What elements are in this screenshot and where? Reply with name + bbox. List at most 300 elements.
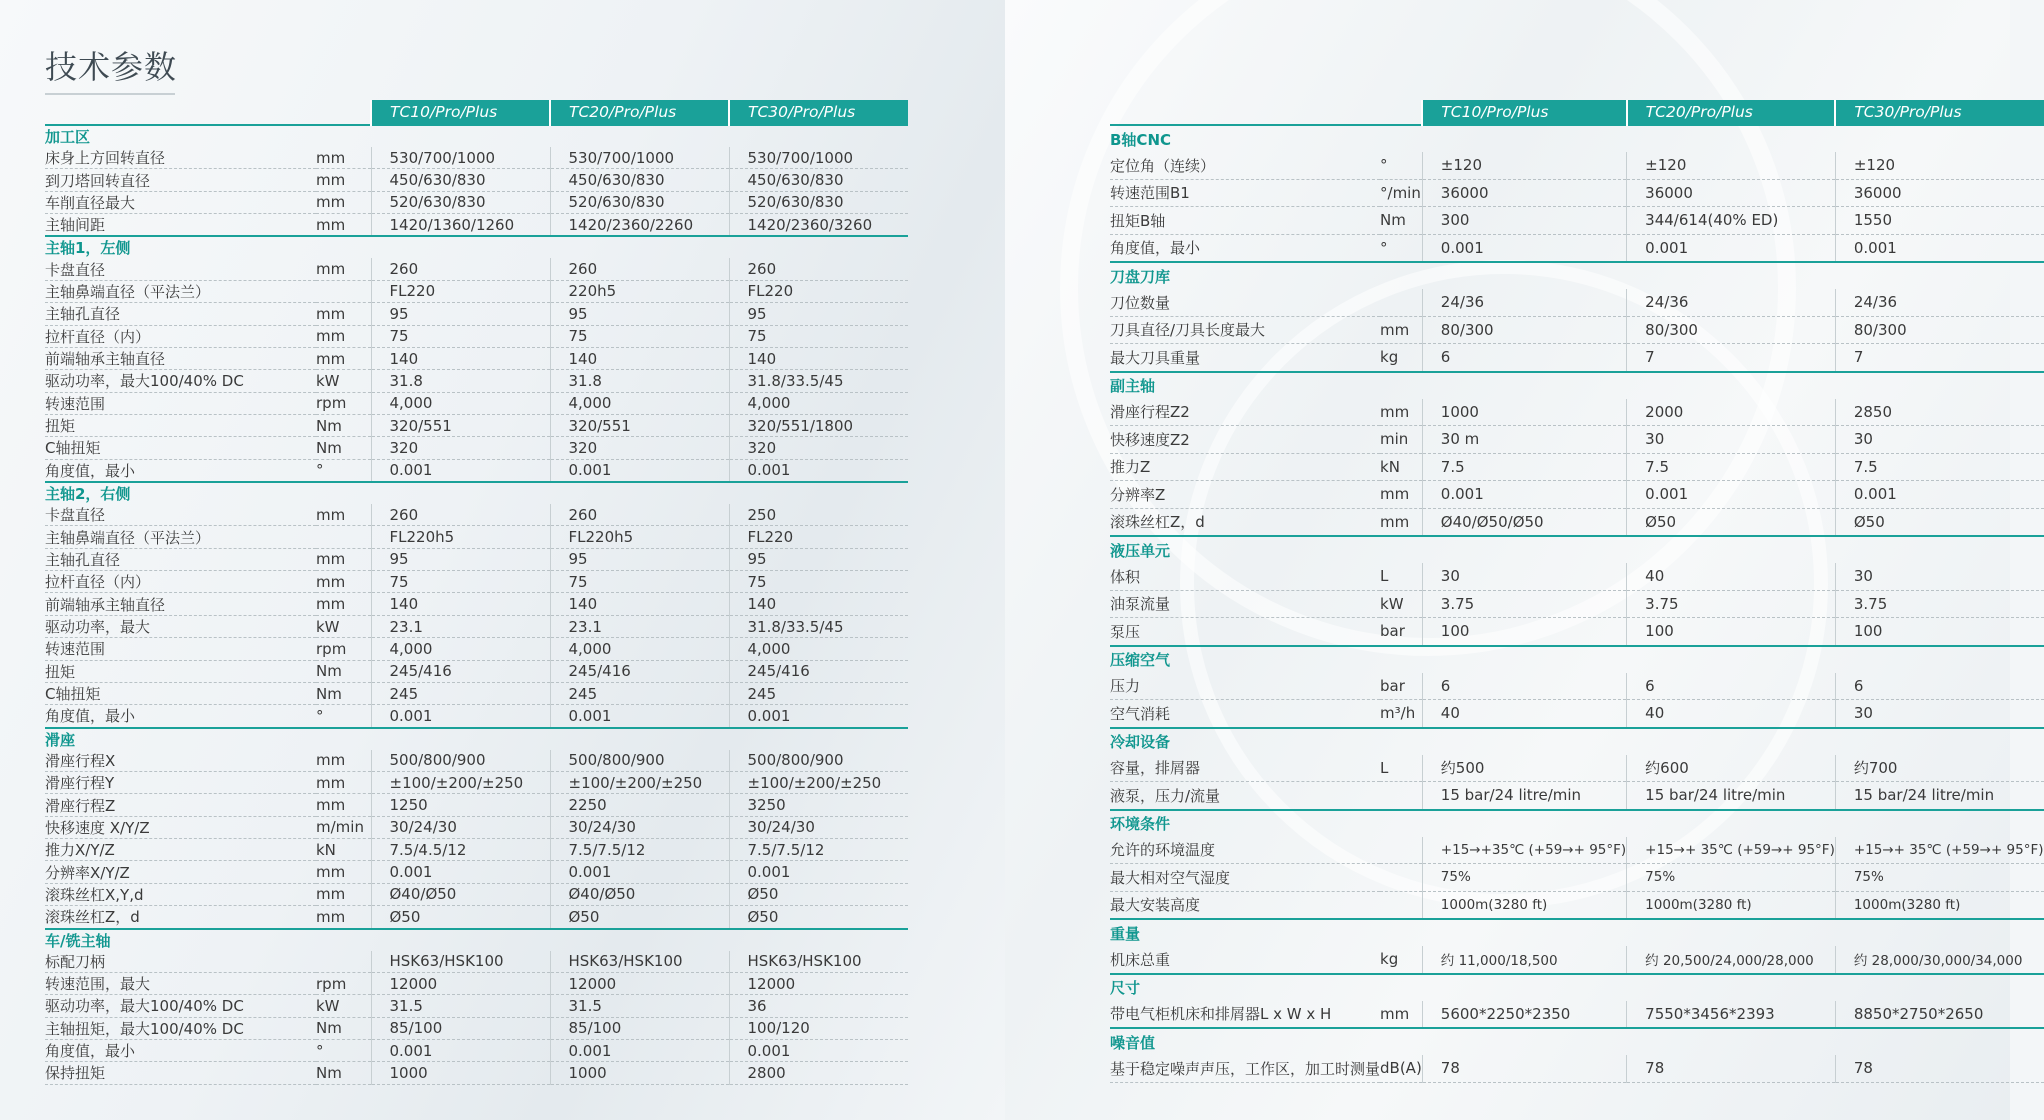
param-unit: mm [316, 504, 371, 526]
value-cell: 100 [1627, 618, 1836, 646]
param-unit: Nm [316, 682, 371, 704]
value-cell: 75 [729, 325, 908, 347]
value-cell: 78 [1835, 1055, 2043, 1082]
value-cell: FL220 [729, 526, 908, 548]
param-label: 转速范围 [45, 638, 316, 660]
section-header-row [1110, 372, 2044, 399]
param-unit: mm [1380, 508, 1422, 536]
table-row [45, 638, 908, 660]
param-unit [1380, 782, 1422, 810]
param-unit [1380, 837, 1422, 864]
table-row [45, 682, 908, 704]
value-cell: Ø40/Ø50 [550, 883, 729, 905]
param-unit: °/min [1380, 179, 1422, 207]
table-row [1110, 837, 2044, 864]
model-header: TC20/Pro/Plus [550, 100, 729, 125]
model-header: TC10/Pro/Plus [1422, 100, 1626, 125]
table-row [45, 370, 908, 392]
table-row [45, 1039, 908, 1061]
value-cell: 140 [371, 593, 550, 615]
value-cell: 0.001 [1835, 481, 2043, 509]
value-cell: 30 m [1422, 426, 1626, 454]
value-cell: 1550 [1835, 207, 2043, 235]
value-cell: 95 [371, 548, 550, 570]
value-cell: 75% [1422, 864, 1626, 892]
param-unit: Nm [316, 437, 371, 459]
table-row [45, 571, 908, 593]
param-unit: kN [316, 839, 371, 861]
value-cell: 40 [1627, 563, 1836, 590]
value-cell: 450/630/830 [550, 169, 729, 191]
table-row [45, 214, 908, 237]
value-cell: ±100/±200/±250 [550, 771, 729, 793]
value-cell: 31.5 [371, 995, 550, 1017]
table-row [45, 705, 908, 728]
param-unit: kW [316, 370, 371, 392]
value-cell: +15→+ 35℃ (+59→+ 95°F) [1627, 837, 1836, 864]
value-cell: 7 [1835, 344, 2043, 372]
value-cell: 260 [729, 258, 908, 280]
param-label: 主轴间距 [45, 214, 316, 237]
model-header: TC30/Pro/Plus [1835, 100, 2043, 125]
value-cell: 0.001 [1627, 234, 1836, 262]
table-row [45, 1062, 908, 1084]
table-row [45, 1017, 908, 1039]
param-unit: mm [316, 347, 371, 369]
section-title: 冷却设备 [1110, 728, 2044, 755]
value-cell: FL220h5 [371, 526, 550, 548]
table-row [1110, 207, 2044, 235]
value-cell: 530/700/1000 [371, 147, 550, 169]
param-unit: mm [316, 191, 371, 213]
value-cell: FL220 [371, 280, 550, 302]
value-cell: 0.001 [729, 861, 908, 883]
value-cell: 7.5/4.5/12 [371, 839, 550, 861]
value-cell: Ø40/Ø50/Ø50 [1422, 508, 1626, 536]
header-blank [45, 100, 316, 125]
table-row [45, 504, 908, 526]
section-header-row [45, 482, 908, 504]
section-header-row [1110, 536, 2044, 563]
value-cell: 520/630/830 [371, 191, 550, 213]
param-label: 转速范围，最大 [45, 972, 316, 994]
value-cell: 520/630/830 [729, 191, 908, 213]
section-header-row [1110, 125, 2044, 152]
value-cell: Ø50 [1835, 508, 2043, 536]
param-label: 驱动功率，最大100/40% DC [45, 370, 316, 392]
value-cell: 1000 [371, 1062, 550, 1084]
param-unit: L [1380, 563, 1422, 590]
param-label: 驱动功率，最大100/40% DC [45, 995, 316, 1017]
param-unit: rpm [316, 638, 371, 660]
value-cell: 500/800/900 [550, 750, 729, 772]
value-cell: 320/551 [550, 414, 729, 436]
value-cell: 36000 [1422, 179, 1626, 207]
value-cell: 0.001 [371, 459, 550, 482]
value-cell: 100/120 [729, 1017, 908, 1039]
value-cell: 1420/1360/1260 [371, 214, 550, 237]
table-row [45, 995, 908, 1017]
param-label: 主轴扭矩，最大100/40% DC [45, 1017, 316, 1039]
value-cell: 约 28,000/30,000/34,000 [1835, 946, 2043, 974]
section-header-row [1110, 728, 2044, 755]
value-cell: FL220 [729, 280, 908, 302]
value-cell: 95 [550, 548, 729, 570]
param-unit: mm [1380, 1001, 1422, 1029]
value-cell: 3.75 [1627, 590, 1836, 618]
param-unit: kW [316, 995, 371, 1017]
param-label: 滑座行程Z2 [1110, 399, 1380, 426]
value-cell: 80/300 [1422, 316, 1626, 344]
value-cell: 15 bar/24 litre/min [1422, 782, 1626, 810]
value-cell: 6 [1627, 673, 1836, 700]
model-header-row [45, 100, 908, 125]
table-row [1110, 782, 2044, 810]
param-label: 刀具直径/刀具长度最大 [1110, 316, 1380, 344]
param-label: 刀位数量 [1110, 289, 1380, 316]
value-cell: 24/36 [1422, 289, 1626, 316]
value-cell: Ø50 [371, 906, 550, 929]
param-label: 快移速度Z2 [1110, 426, 1380, 454]
value-cell: 260 [371, 258, 550, 280]
param-unit: kg [1380, 946, 1422, 974]
value-cell: 31.8 [550, 370, 729, 392]
param-label: 滚珠丝杠Z，d [45, 906, 316, 929]
value-cell: 245 [371, 682, 550, 704]
value-cell: 31.8 [371, 370, 550, 392]
param-unit [1380, 891, 1422, 919]
param-label: 到刀塔回转直径 [45, 169, 316, 191]
param-label: 分辨率X/Y/Z [45, 861, 316, 883]
section-title: 车/铣主轴 [45, 929, 908, 951]
value-cell: 31.8/33.5/45 [729, 370, 908, 392]
value-cell: 4,000 [371, 392, 550, 414]
header-blank [1110, 100, 1380, 125]
param-unit: mm [316, 593, 371, 615]
value-cell: 24/36 [1835, 289, 2043, 316]
table-row [1110, 481, 2044, 509]
param-unit: mm [1380, 316, 1422, 344]
param-unit: mm [316, 548, 371, 570]
param-label: 最大相对空气湿度 [1110, 864, 1380, 892]
param-label: 推力Z [1110, 453, 1380, 481]
value-cell: 1000m(3280 ft) [1422, 891, 1626, 919]
value-cell: 30 [1835, 426, 2043, 454]
value-cell: 7550*3456*2393 [1627, 1001, 1836, 1029]
value-cell: 3.75 [1835, 590, 2043, 618]
title-underline [45, 93, 175, 95]
value-cell: 140 [550, 347, 729, 369]
value-cell: 300 [1422, 207, 1626, 235]
param-label: 滑座行程Z [45, 794, 316, 816]
model-header: TC10/Pro/Plus [371, 100, 550, 125]
table-row [45, 347, 908, 369]
table-row [1110, 344, 2044, 372]
value-cell: 100 [1422, 618, 1626, 646]
value-cell: 0.001 [729, 705, 908, 728]
param-unit: mm [316, 147, 371, 169]
value-cell: 15 bar/24 litre/min [1627, 782, 1836, 810]
value-cell: 530/700/1000 [550, 147, 729, 169]
value-cell: 6 [1422, 673, 1626, 700]
table-row [45, 392, 908, 414]
value-cell: 30/24/30 [371, 816, 550, 838]
table-row [1110, 563, 2044, 590]
param-label: 容量，排屑器 [1110, 755, 1380, 782]
section-title: 环境条件 [1110, 810, 2044, 837]
param-unit: Nm [316, 1017, 371, 1039]
value-cell: 23.1 [550, 615, 729, 637]
param-unit: kg [1380, 344, 1422, 372]
value-cell: Ø50 [1627, 508, 1836, 536]
value-cell: 140 [371, 347, 550, 369]
section-header-row [45, 728, 908, 750]
value-cell: 500/800/900 [371, 750, 550, 772]
section-title: 加工区 [45, 125, 908, 147]
value-cell: 30 [1422, 563, 1626, 590]
value-cell: 36000 [1835, 179, 2043, 207]
param-label: 转速范围 [45, 392, 316, 414]
param-label: 空气消耗 [1110, 700, 1380, 728]
table-row [1110, 1001, 2044, 1029]
table-row [1110, 590, 2044, 618]
table-row [45, 280, 908, 302]
value-cell: 75% [1627, 864, 1836, 892]
param-unit: ° [1380, 234, 1422, 262]
param-label: 前端轴承主轴直径 [45, 347, 316, 369]
value-cell: 95 [550, 303, 729, 325]
value-cell: Ø50 [550, 906, 729, 929]
value-cell: 0.001 [1422, 234, 1626, 262]
value-cell: 7.5 [1835, 453, 2043, 481]
table-row [1110, 152, 2044, 179]
value-cell: ±120 [1422, 152, 1626, 179]
value-cell: 245/416 [371, 660, 550, 682]
table-row [45, 548, 908, 570]
value-cell: 75% [1835, 864, 2043, 892]
param-label: C轴扭矩 [45, 682, 316, 704]
param-unit [316, 526, 371, 548]
value-cell: ±100/±200/±250 [371, 771, 550, 793]
param-unit: mm [316, 906, 371, 929]
section-title: 滑座 [45, 728, 908, 750]
param-unit: mm [316, 214, 371, 237]
value-cell: 4,000 [550, 638, 729, 660]
table-row [45, 750, 908, 772]
value-cell: 500/800/900 [729, 750, 908, 772]
value-cell: 320 [729, 437, 908, 459]
param-unit: mm [1380, 481, 1422, 509]
value-cell: 0.001 [550, 705, 729, 728]
table-row [1110, 891, 2044, 919]
value-cell: 30/24/30 [550, 816, 729, 838]
param-label: C轴扭矩 [45, 437, 316, 459]
value-cell: Ø40/Ø50 [371, 883, 550, 905]
table-row [45, 258, 908, 280]
value-cell: 5600*2250*2350 [1422, 1001, 1626, 1029]
value-cell: FL220h5 [550, 526, 729, 548]
value-cell: 6 [1422, 344, 1626, 372]
table-row [45, 526, 908, 548]
value-cell: 15 bar/24 litre/min [1835, 782, 2043, 810]
value-cell: 7.5/7.5/12 [550, 839, 729, 861]
section-title: 液压单元 [1110, 536, 2044, 563]
section-header-row [45, 236, 908, 258]
value-cell: 0.001 [371, 861, 550, 883]
param-label: 带电气柜机床和排屑器L x W x H [1110, 1001, 1380, 1029]
param-label: 滚珠丝杠Z，d [1110, 508, 1380, 536]
param-label: 最大安装高度 [1110, 891, 1380, 919]
value-cell: 30 [1835, 700, 2043, 728]
param-label: 卡盘直径 [45, 504, 316, 526]
table-row [1110, 453, 2044, 481]
value-cell: 85/100 [550, 1017, 729, 1039]
value-cell: HSK63/HSK100 [550, 951, 729, 973]
param-unit: Nm [316, 660, 371, 682]
table-row [1110, 179, 2044, 207]
param-label: 扭矩 [45, 660, 316, 682]
param-label: 快移速度 X/Y/Z [45, 816, 316, 838]
value-cell: 40 [1422, 700, 1626, 728]
value-cell: 1000 [1422, 399, 1626, 426]
value-cell: 6 [1835, 673, 2043, 700]
param-label: 压力 [1110, 673, 1380, 700]
value-cell: 2000 [1627, 399, 1836, 426]
value-cell: 140 [550, 593, 729, 615]
value-cell: 3.75 [1422, 590, 1626, 618]
param-label: 体积 [1110, 563, 1380, 590]
param-label: 滑座行程X [45, 750, 316, 772]
param-label: 保持扭矩 [45, 1062, 316, 1084]
param-label: 拉杆直径（内） [45, 571, 316, 593]
value-cell: ±120 [1835, 152, 2043, 179]
param-label: 主轴鼻端直径（平法兰） [45, 280, 316, 302]
param-label: 主轴孔直径 [45, 303, 316, 325]
param-label: 主轴鼻端直径（平法兰） [45, 526, 316, 548]
table-row [45, 615, 908, 637]
param-unit: mm [316, 325, 371, 347]
section-header-row [1110, 810, 2044, 837]
value-cell: 约600 [1627, 755, 1836, 782]
value-cell: 30/24/30 [729, 816, 908, 838]
value-cell: 0.001 [550, 459, 729, 482]
section-title: B轴CNC [1110, 125, 2044, 152]
param-label: 前端轴承主轴直径 [45, 593, 316, 615]
param-unit: min [1380, 426, 1422, 454]
param-unit: rpm [316, 972, 371, 994]
value-cell: 260 [550, 504, 729, 526]
value-cell: 75 [371, 325, 550, 347]
value-cell: ±100/±200/±250 [729, 771, 908, 793]
param-label: 最大刀具重量 [1110, 344, 1380, 372]
value-cell: 7.5 [1627, 453, 1836, 481]
value-cell: 245 [550, 682, 729, 704]
table-row [1110, 1055, 2044, 1082]
spec-table-left [45, 100, 908, 1085]
param-unit: ° [316, 459, 371, 482]
value-cell: 7 [1627, 344, 1836, 372]
value-cell: 0.001 [371, 705, 550, 728]
param-unit: Nm [1380, 207, 1422, 235]
value-cell: 36000 [1627, 179, 1836, 207]
section-title: 主轴2，右侧 [45, 482, 908, 504]
value-cell: 31.8/33.5/45 [729, 615, 908, 637]
value-cell: 80/300 [1627, 316, 1836, 344]
value-cell: 100 [1835, 618, 2043, 646]
section-title: 主轴1，左侧 [45, 236, 908, 258]
value-cell: 3250 [729, 794, 908, 816]
param-unit: m/min [316, 816, 371, 838]
value-cell: 75 [550, 571, 729, 593]
table-row [1110, 289, 2044, 316]
table-row [1110, 946, 2044, 974]
table-row [45, 593, 908, 615]
param-label: 定位角（连续） [1110, 152, 1380, 179]
value-cell: 0.001 [1835, 234, 2043, 262]
table-row [45, 906, 908, 929]
value-cell: 0.001 [1422, 481, 1626, 509]
param-label: 卡盘直径 [45, 258, 316, 280]
value-cell: 4,000 [550, 392, 729, 414]
value-cell: 约500 [1422, 755, 1626, 782]
value-cell: 8850*2750*2650 [1835, 1001, 2043, 1029]
table-row [45, 147, 908, 169]
param-unit: bar [1380, 618, 1422, 646]
table-row [1110, 755, 2044, 782]
param-label: 滚珠丝杠X,Y,d [45, 883, 316, 905]
value-cell: 约 11,000/18,500 [1422, 946, 1626, 974]
value-cell: 30 [1627, 426, 1836, 454]
param-label: 泵压 [1110, 618, 1380, 646]
table-row [45, 883, 908, 905]
param-unit: mm [316, 303, 371, 325]
value-cell: 1250 [371, 794, 550, 816]
value-cell: 0.001 [1627, 481, 1836, 509]
section-header-row [1110, 1028, 2044, 1055]
param-unit: rpm [316, 392, 371, 414]
table-row [1110, 234, 2044, 262]
param-label: 车削直径最大 [45, 191, 316, 213]
value-cell: 220h5 [550, 280, 729, 302]
param-label: 推力X/Y/Z [45, 839, 316, 861]
value-cell: ±120 [1627, 152, 1836, 179]
value-cell: 0.001 [729, 1039, 908, 1061]
param-label: 标配刀柄 [45, 951, 316, 973]
value-cell: 40 [1627, 700, 1836, 728]
section-title: 刀盘刀库 [1110, 262, 2044, 289]
value-cell: 12000 [729, 972, 908, 994]
value-cell: 75 [550, 325, 729, 347]
table-row [45, 191, 908, 213]
value-cell: 530/700/1000 [729, 147, 908, 169]
value-cell: 36 [729, 995, 908, 1017]
param-unit: kW [1380, 590, 1422, 618]
model-header-row [1110, 100, 2044, 125]
value-cell: 260 [371, 504, 550, 526]
value-cell: 450/630/830 [371, 169, 550, 191]
table-row [1110, 508, 2044, 536]
value-cell: 320/551 [371, 414, 550, 436]
table-row [45, 839, 908, 861]
value-cell: 24/36 [1627, 289, 1836, 316]
value-cell: 2850 [1835, 399, 2043, 426]
value-cell: Ø50 [729, 883, 908, 905]
value-cell: 78 [1627, 1055, 1836, 1082]
table-row [45, 972, 908, 994]
param-unit: mm [316, 794, 371, 816]
table-row [45, 794, 908, 816]
model-header: TC20/Pro/Plus [1627, 100, 1836, 125]
